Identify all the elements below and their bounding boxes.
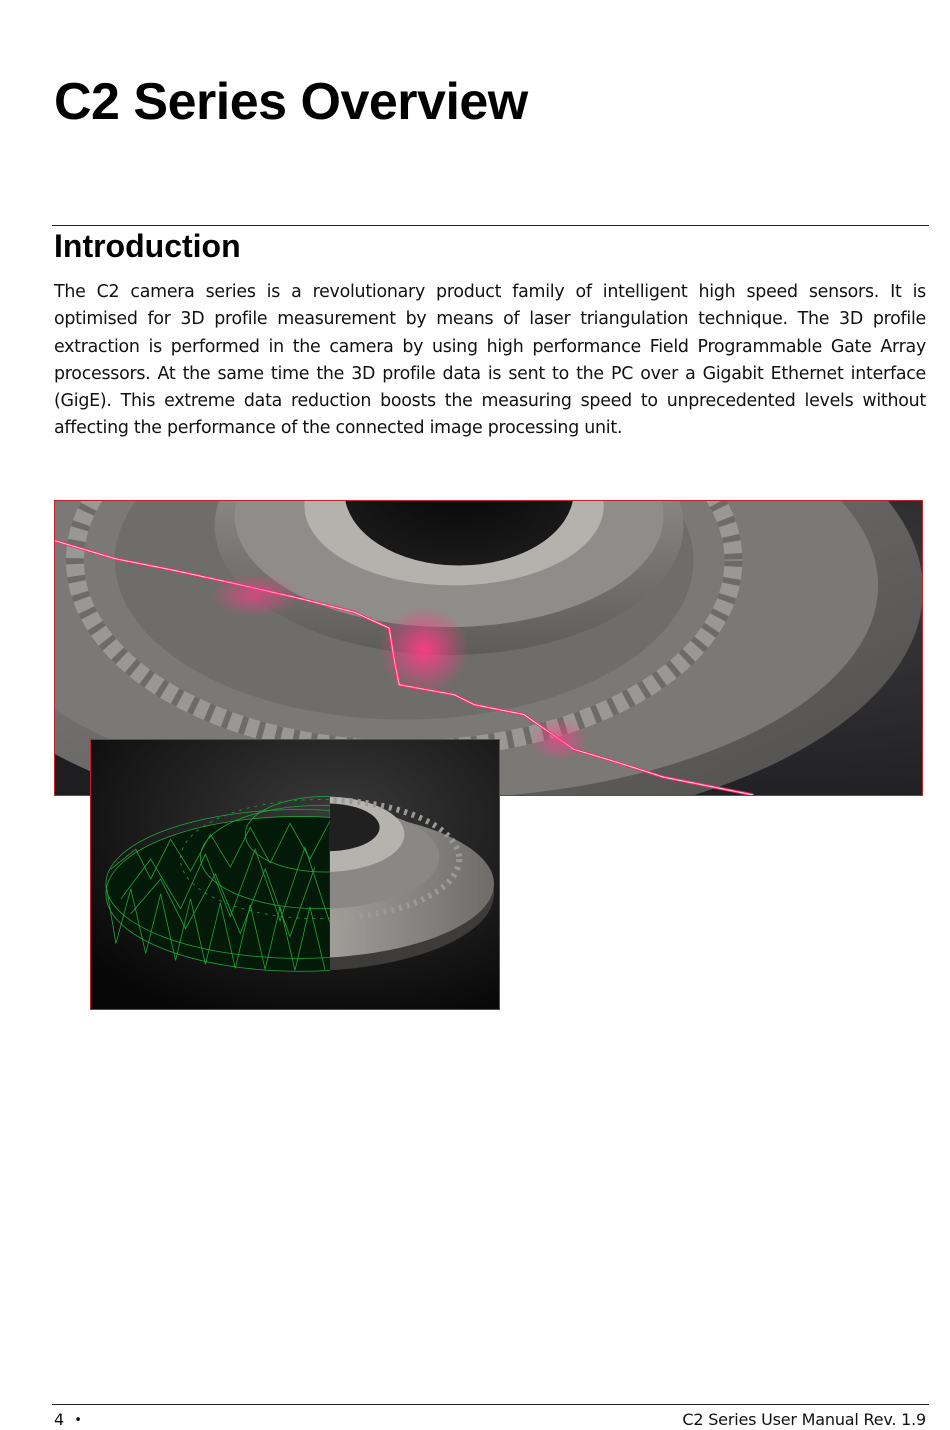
page-number: 4 [54, 1410, 65, 1429]
footer-document-title: C2 Series User Manual Rev. 1.9 [682, 1410, 926, 1429]
mesh-illustration [91, 740, 499, 1009]
footer-bullet: • [74, 1413, 82, 1428]
section-divider [52, 225, 929, 226]
wireframe-mesh-photo [90, 739, 500, 1010]
footer-divider [52, 1404, 929, 1405]
page-title: C2 Series Overview [54, 73, 528, 131]
section-heading: Introduction [54, 228, 241, 264]
footer-page-number [54, 1410, 82, 1429]
intro-paragraph: The C2 camera series is a revolutionary product family of intelligent high speed sensors. It is optimised for 3D profile measurement by means of laser triangulation technique. The 3D profile extraction is performed in the camera by using high performance Field Programmable Gate Array processors. At the same time the 3D profile data is sent to the PC over a Gigabit Ethernet interface (GigE). This extreme data reduction boosts the measuring speed to unprecedented levels without affecting the performance of the connected image processing unit. [54, 282, 926, 439]
